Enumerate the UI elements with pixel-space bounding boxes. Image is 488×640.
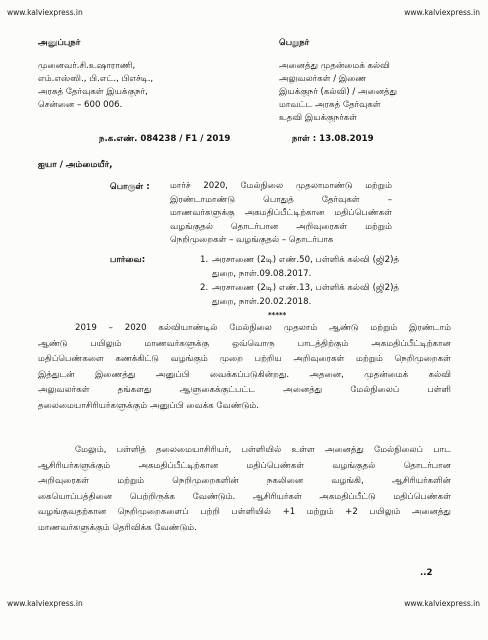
paragraph-line: கையொப்பத்தினை பெற்றிருக்க வேண்டும். ஆசிரியர்கள் அகமதிப்பீட்டு மதிப்பெண்கள் (38, 491, 451, 502)
body-paragraph-2 (38, 443, 451, 536)
body-paragraph-1 (38, 321, 451, 414)
reference-line: அரசாணை (2டி) எண்.13, பள்ளிக் கல்வி (ஜி2)த் (212, 283, 400, 293)
reference-number-2: 2. (200, 283, 209, 293)
subject-text (170, 180, 392, 248)
page-continuation-marker: ..2 (420, 568, 433, 578)
receiver-line: அனைத்து முதன்மைக் கல்வி (279, 61, 390, 71)
reference-line: துறை, நாள்.20.02.2018. (212, 297, 312, 307)
sender-line: சென்னை – 600 006. (38, 100, 123, 110)
subject-label: பொருள் : (110, 182, 150, 192)
subject-line: வழங்குதல் தொடர்பான அறிவுரைகள் மற்றும் (170, 221, 392, 232)
separator-stars: ***** (268, 311, 287, 319)
paragraph-line: மாணவர்களுக்கும் தெரிவிக்க வேண்டும். (38, 522, 197, 533)
paragraph-line: இத்துடன் இணைத்து அனுப்பி வைக்கப்படுகின்றது. அதனை, முதன்மைக் கல்வி (38, 369, 451, 380)
receiver-line: அலுவலர்கள் / இணை (279, 74, 367, 84)
paragraph-line: தலைமையாசிரியர்களுக்கும் அனுப்பி வைக்க வேண்டும். (38, 400, 260, 411)
references-label: பார்வை: (110, 255, 146, 265)
paragraph-line: ஆண்டு பயிலும் மாணவர்களுக்கு ஒவ்வொரு பாடத்திற்கும் அகமதிப்பீட்டிற்கான (38, 338, 451, 349)
sender-heading: அனுப்புநர் (38, 38, 81, 48)
paragraph-line: அலுவலர்கள் தங்களது ஆளுகைக்குட்பட்ட அனைத்து மேல்நிலைப் பள்ளி (38, 385, 451, 395)
watermark-bottom-left: www.kalviexpress.in (7, 599, 83, 608)
watermark-bottom-right: www.kalviexpress.in (404, 599, 480, 608)
receiver-line: உதவி இயக்குநர்கள் (279, 113, 357, 123)
paragraph-line: அறிவுரைகள் மற்றும் நெறிமுறைகளின் நகலினை வழங்கி, ஆசிரியர்களின் (38, 476, 451, 486)
reference-line: துறை, நாள்.09.08.2017. (212, 269, 312, 279)
paragraph-line: ஆசிரியர்களுக்கும் அகமதிப்பீட்டிற்கான மதிப்பெண்கள் வழங்குதல் தொடர்பான (38, 460, 451, 471)
reference-line: அரசாணை (2டி) எண்.50, பள்ளிக் கல்வி (ஜி2)த் (212, 255, 400, 265)
paragraph-line: மதிப்பெண்களை கணக்கிட்டு வழங்கும் முறை பற்றிய அறிவுரைகள் மற்றும் நெறிமுறைகள் (38, 354, 451, 364)
subject-line: மார்ச் 2020, மேல்நிலை முதலாமாண்டு மற்றும் (170, 181, 392, 191)
subject-line: நெறிமுறைகள் – வழங்குதல் – தொடர்பாக (170, 235, 334, 245)
receiver-heading: பெறுநர் (279, 38, 310, 48)
receiver-line: மாவட்ட அரசுத் தேர்வுகள் (279, 100, 381, 110)
paragraph-line: வழங்குவதற்கான நெறிமுறைகளைப் பற்றி பள்ளியில் +1 மற்றும் +2 பயிலும் அனைத்து (38, 507, 451, 517)
receiver-line: இயக்குநர் (கல்வி) / அனைத்து (279, 87, 398, 97)
sender-line: எம்.எஸ்ஸி., பி.எட்., பிஎச்டி., (38, 74, 154, 84)
sender-line: அரசுத் தேர்வுகள் இயக்குநர், (38, 87, 148, 97)
watermark-top-left: www.kalviexpress.in (7, 8, 83, 17)
subject-line: இரண்டாமாண்டு பொதுத் தேர்வுகள் – (170, 194, 392, 205)
paragraph-line: 2019 – 2020 கல்வியாண்டில் மேல்நிலை முதலாம் ஆண்டு மற்றும் இரண்டாம் (75, 323, 451, 333)
letter-date: நாள் : 13.08.2019 (292, 134, 374, 144)
watermark-top-right: www.kalviexpress.in (404, 8, 480, 17)
sender-line: முனைவர்.சி.உஷாராணி, (38, 61, 136, 71)
reference-number: ந.க.எண். 084238 / F1 / 2019 (99, 134, 231, 144)
reference-number-1: 1. (200, 255, 209, 265)
subject-line: மாணவர்களுக்கு அகமதிப்பீட்டிற்கான மதிப்பெண்கள் (170, 208, 392, 218)
paragraph-line: மேலும், பள்ளித் தலைமையாசிரியர், பள்ளியில் உள்ள அனைத்து மேல்நிலைப் பாட (75, 445, 451, 455)
salutation: ஐயா / அம்மையீர், (38, 160, 113, 170)
